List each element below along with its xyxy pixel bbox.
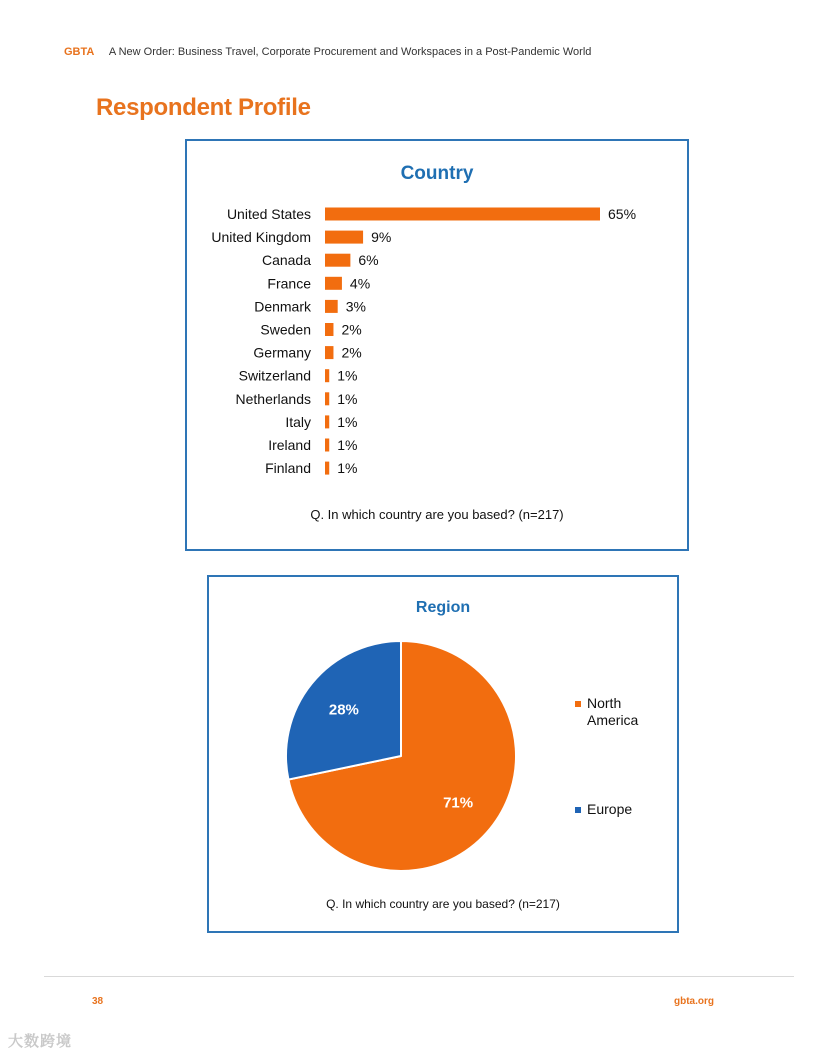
region-chart-panel bbox=[207, 575, 679, 933]
bar-canada bbox=[325, 254, 350, 267]
category-label-italy: Italy bbox=[285, 413, 311, 430]
slice-label-north-america: 71% bbox=[443, 794, 474, 812]
data-label-ireland: 1% bbox=[337, 437, 358, 453]
data-label-sweden: 2% bbox=[341, 321, 362, 338]
category-label-germany: Germany bbox=[253, 344, 311, 361]
category-label-france: France bbox=[267, 275, 311, 292]
header-title: A New Order: Business Travel, Corporate Procurement and Workspaces in a Post-Pandemic World bbox=[108, 46, 592, 58]
country-chart-title: Country bbox=[400, 163, 474, 184]
category-label-sweden: Sweden bbox=[260, 321, 311, 338]
category-label-canada: Canada bbox=[261, 252, 311, 269]
category-label-netherlands: Netherlands bbox=[235, 390, 311, 407]
footer-divider bbox=[44, 976, 794, 977]
legend-label-europe: Europe bbox=[587, 801, 633, 817]
footer-site-link[interactable]: gbta.org bbox=[674, 996, 714, 1007]
bar-denmark bbox=[325, 300, 338, 313]
watermark: 大数跨境 bbox=[8, 1033, 73, 1050]
category-label-ireland: Ireland bbox=[268, 437, 311, 453]
legend-label-north-america: North America bbox=[587, 695, 639, 728]
bar-france bbox=[325, 277, 342, 290]
country-bar-chart bbox=[187, 141, 687, 549]
bar-united-kingdom bbox=[325, 231, 363, 244]
data-label-canada: 6% bbox=[358, 252, 379, 269]
data-label-switzerland: 1% bbox=[337, 367, 358, 384]
data-label-finland: 1% bbox=[337, 460, 358, 477]
country-chart-panel bbox=[185, 139, 689, 551]
data-label-denmark: 3% bbox=[345, 298, 366, 315]
page-header bbox=[64, 46, 591, 58]
bar-sweden bbox=[325, 323, 333, 336]
category-label-finland: Finland bbox=[265, 460, 311, 477]
bar-finland bbox=[325, 462, 329, 475]
legend-swatch-north-america bbox=[575, 701, 581, 707]
country-chart-caption: Q. In which country are you based? (n=217) bbox=[310, 507, 564, 522]
legend-swatch-europe bbox=[575, 807, 581, 813]
category-label-denmark: Denmark bbox=[254, 298, 311, 315]
bar-united-states bbox=[325, 208, 600, 221]
page-number: 38 bbox=[92, 996, 104, 1007]
region-chart-title: Region bbox=[415, 599, 471, 616]
bar-germany bbox=[325, 346, 333, 359]
region-chart-caption: Q. In which country are you based? (n=217) bbox=[326, 897, 560, 911]
category-label-united-states: United States bbox=[226, 206, 311, 222]
data-label-italy: 1% bbox=[337, 413, 358, 430]
bar-italy bbox=[325, 415, 329, 428]
data-label-netherlands: 1% bbox=[337, 390, 358, 407]
page-title: Respondent Profile bbox=[96, 94, 311, 121]
category-label-switzerland: Switzerland bbox=[238, 367, 311, 384]
data-label-united-states: 65% bbox=[608, 206, 637, 222]
header-brand: GBTA bbox=[64, 46, 95, 58]
bar-switzerland bbox=[325, 369, 329, 382]
data-label-germany: 2% bbox=[341, 344, 362, 361]
slice-label-europe: 28% bbox=[328, 701, 359, 719]
legend-item-north-america bbox=[575, 695, 657, 729]
bar-netherlands bbox=[325, 392, 329, 405]
data-label-united-kingdom: 9% bbox=[371, 229, 392, 246]
bar-ireland bbox=[325, 439, 329, 452]
data-label-france: 4% bbox=[349, 275, 371, 292]
region-pie-chart bbox=[209, 577, 677, 931]
legend-item-europe bbox=[575, 801, 657, 818]
category-label-united-kingdom: United Kingdom bbox=[211, 229, 311, 246]
